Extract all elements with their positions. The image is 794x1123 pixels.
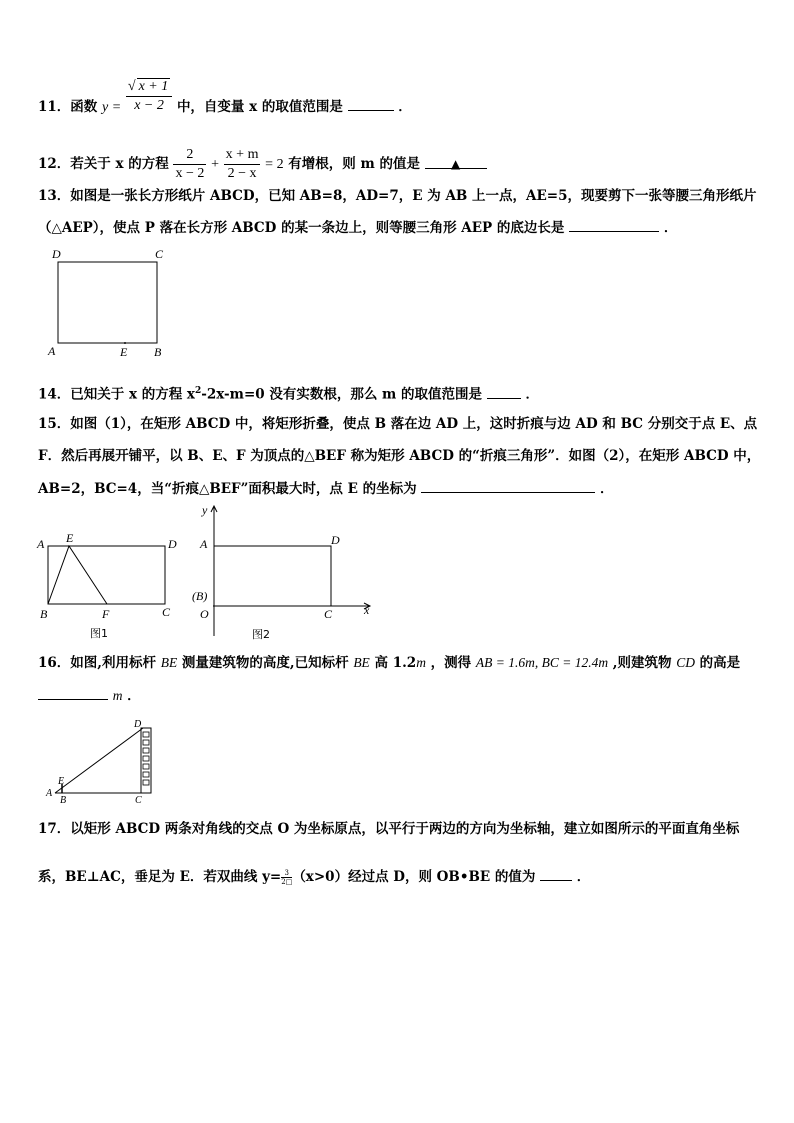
building-window bbox=[143, 772, 149, 777]
question-15-line-1: 15．如图（1），在矩形 ABCD 中，将矩形折叠，使点 B 落在边 AD 上，这时折痕与边 AD 和 BC 分别交于点 E、点 bbox=[38, 416, 758, 432]
q17-fraction bbox=[281, 869, 292, 886]
fig2-label-c: C bbox=[324, 607, 333, 621]
fig1-label-a: A bbox=[37, 537, 45, 551]
question-13-line-1: 13．如图是一张长方形纸片 ABCD，已知 AB=8，AD=7，E 为 AB 上一点，AE=5，现要剪下一张等腰三角形纸片 bbox=[38, 188, 757, 204]
fig2-label-d: D bbox=[331, 533, 340, 547]
q15-line3: AB=2，BC=4，当“折痕△BEF”面积最大时，点 E 的坐标为 bbox=[38, 481, 417, 497]
fig2-caption: 图2 bbox=[252, 628, 270, 641]
question-15-line-2: F．然后再展开铺平，以 B、E、F 为顶点的△BEF 称为矩形 ABCD 的“折痕三角形”．如图（2），在矩形 ABCD 中， bbox=[38, 448, 761, 464]
q16-text-c: 高 1.2 bbox=[374, 655, 417, 671]
question-16-line-1 bbox=[38, 653, 740, 673]
fig1-caption: 图1 bbox=[90, 627, 108, 640]
q16-label-d: D bbox=[134, 719, 142, 730]
q11-end: ． bbox=[398, 99, 412, 115]
q16-formula: AB = 1.6m, BC = 12.4m bbox=[475, 655, 609, 670]
fig1-label-d: D bbox=[168, 537, 177, 551]
question-17-line-2 bbox=[38, 866, 590, 887]
q11-fraction: $\frac{√ x + 1}{x - 2}$ bbox=[126, 78, 172, 115]
q12-answer-blank[interactable] bbox=[425, 154, 487, 169]
q16-cd: CD bbox=[676, 655, 695, 670]
q13-answer-blank[interactable] bbox=[569, 217, 659, 232]
building-window bbox=[143, 748, 149, 753]
question-12 bbox=[38, 146, 487, 183]
question-16-line-2 bbox=[38, 685, 141, 706]
q11-num: x + 1 bbox=[138, 79, 169, 94]
label-c: C bbox=[155, 247, 164, 261]
q17-frac-num: 3 bbox=[281, 869, 292, 878]
q13-line2: （△AEP），使点 P 落在长方形 ABCD 的某一条边上，则等腰三角形 AEP 的底边长是 bbox=[38, 220, 565, 236]
q11-answer-blank[interactable] bbox=[348, 96, 394, 111]
q16-be-1: BE bbox=[160, 655, 178, 670]
label-d: D bbox=[52, 247, 61, 261]
q13-end: ． bbox=[663, 220, 678, 236]
question-17-line-1: 17．以矩形 ABCD 两条对角线的交点 O 为坐标原点，以平行于两边的方向为坐标轴，建立如图所示的平面直角坐标 bbox=[38, 821, 740, 837]
fig1-label-e: E bbox=[66, 531, 74, 545]
q12-fraction-1 bbox=[173, 146, 206, 183]
q16-unit-m-1: m bbox=[416, 655, 426, 670]
q16-end: ． bbox=[127, 688, 141, 704]
building-window bbox=[143, 764, 149, 769]
q12-f1-den: x − 2 bbox=[175, 166, 205, 181]
question-11 bbox=[38, 79, 412, 118]
q16-text-a: 16．如图,利用标杆 bbox=[38, 655, 156, 671]
q14-sup: 2 bbox=[194, 386, 202, 396]
fig1-fold-triangle bbox=[48, 546, 107, 604]
fig2-label-a: A bbox=[200, 537, 208, 551]
q16-label-c: C bbox=[135, 795, 142, 806]
fig2-label-y: y bbox=[202, 504, 208, 517]
q16-unit-m-2: m bbox=[112, 688, 123, 703]
q17-text-a: 系，BE⊥AC，垂足为 E．若双曲线 y= bbox=[38, 869, 282, 885]
q16-text-d: ，测得 bbox=[430, 655, 472, 671]
q16-label-e: E bbox=[58, 776, 65, 787]
label-a: A bbox=[48, 344, 56, 358]
q16-building-figure bbox=[42, 716, 162, 808]
sight-line bbox=[55, 728, 143, 793]
q12-fraction-2 bbox=[224, 146, 261, 183]
triangle-icon: ▲ bbox=[451, 157, 461, 171]
q12-f2-den: 2 − x bbox=[227, 166, 257, 181]
q11-den: x − 2 bbox=[134, 98, 164, 113]
q12-prefix: 12．若关于 x 的方程 bbox=[38, 156, 169, 172]
question-15-line-3 bbox=[38, 478, 614, 499]
building bbox=[141, 728, 151, 793]
q15-answer-blank[interactable] bbox=[421, 478, 595, 493]
q14-rest: -2x-m=0 没有实数根，那么 m 的取值范围是 bbox=[201, 386, 483, 403]
q12-eq: = 2 bbox=[265, 157, 284, 172]
building-window bbox=[143, 740, 149, 745]
q14-end: ． bbox=[525, 386, 539, 403]
q12-plus: + bbox=[211, 157, 219, 172]
fig1-label-f: F bbox=[102, 607, 110, 621]
fig1-label-c: C bbox=[162, 605, 171, 619]
q15-figure-1 bbox=[34, 528, 184, 644]
label-b: B bbox=[154, 345, 162, 359]
fig2-label-o: O bbox=[200, 607, 209, 621]
q12-f1-num: 2 bbox=[173, 146, 206, 165]
q16-label-b: B bbox=[60, 795, 67, 806]
q15-figure-2 bbox=[188, 504, 378, 644]
point-e bbox=[124, 342, 126, 344]
q16-text-e: ,则建筑物 bbox=[612, 655, 672, 671]
q11-y-eq: y = bbox=[102, 100, 122, 115]
q13-rectangle-figure bbox=[44, 246, 174, 362]
q16-answer-blank[interactable] bbox=[38, 685, 108, 700]
q12-f2-num: x + m bbox=[224, 146, 261, 165]
q16-label-a: A bbox=[46, 788, 53, 799]
q11-prefix: 11．函数 bbox=[38, 99, 98, 115]
fig1-label-b: B bbox=[40, 607, 48, 621]
label-e: E bbox=[120, 345, 128, 359]
rectangle-abcd bbox=[58, 262, 157, 343]
question-14 bbox=[38, 381, 539, 405]
q17-frac-den: 2□ bbox=[281, 878, 293, 886]
q16-text-b: 测量建筑物的高度,已知标杆 bbox=[181, 655, 349, 671]
fig2-label-b: (B) bbox=[192, 589, 208, 603]
question-13-line-2 bbox=[38, 217, 677, 238]
q16-text-f: 的高是 bbox=[699, 655, 741, 671]
building-window bbox=[143, 756, 149, 761]
fig2-rectangle bbox=[214, 546, 331, 606]
building-window bbox=[143, 732, 149, 737]
q15-end: ． bbox=[600, 481, 614, 497]
fig2-label-x: x bbox=[364, 603, 370, 617]
q16-be-2: BE bbox=[353, 655, 370, 670]
q17-text-b: （x>0）经过点 D，则 OB•BE 的值为 bbox=[292, 869, 536, 885]
q14-prefix: 14．已知关于 x 的方程 x bbox=[38, 386, 195, 403]
q14-answer-blank[interactable] bbox=[487, 384, 521, 399]
q11-suffix: 中，自变量 x 的取值范围是 bbox=[176, 99, 343, 115]
q17-answer-blank[interactable] bbox=[540, 866, 572, 881]
q12-suffix: 有增根，则 m 的值是 bbox=[288, 156, 420, 172]
building-window bbox=[143, 780, 149, 785]
q17-end: ． bbox=[576, 869, 591, 885]
